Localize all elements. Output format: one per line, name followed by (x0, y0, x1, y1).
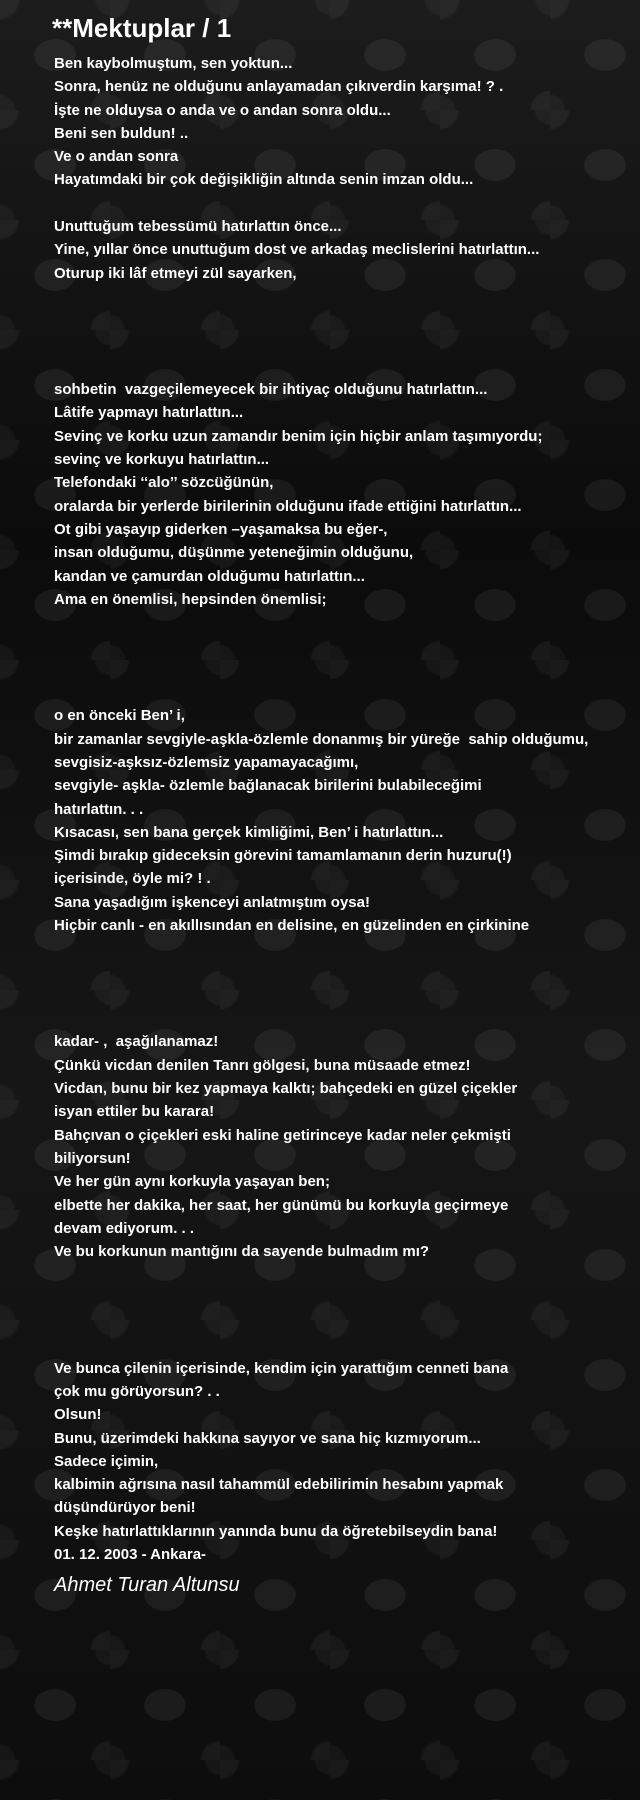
blank-line (54, 984, 620, 1007)
poem-line: sevinç ve korkuyu hatırlattın... (54, 451, 270, 469)
poem-body (54, 52, 620, 1566)
poem-line: Sonra, henüz ne olduğunu anlayamadan çıkıverdin karşıma! ? . (54, 78, 504, 96)
poem-line: Ve bu korkunun mantığını da sayende bulmadım mı? (54, 1243, 430, 1261)
poem-line: biliyorsun! (54, 1149, 131, 1167)
poem-line: oralarda bir yerlerde birilerinin olduğunu ifade ettiğini hatırlattın... (54, 497, 522, 515)
poem-line: çok mu görüyorsun? . . (54, 1382, 220, 1400)
poem-author: Ahmet Turan Altunsu (54, 1574, 240, 1597)
blank-line (54, 1007, 620, 1030)
poem-line: sohbetin vazgeçilemeyecek bir ihtiyaç olduğunu hatırlattın... (54, 381, 488, 399)
poem-line: Çünkü vicdan denilen Tanrı gölgesi, buna müsaade etmez! (54, 1056, 471, 1074)
poem-line: Sana yaşadığım işkenceyi anlatmıştım oysa! (54, 893, 370, 911)
poem-line: Ot gibi yaşayıp giderken –yaşamaksa bu eğer-, (54, 520, 388, 538)
blank-line (54, 1310, 620, 1333)
poem-line: Sevinç ve korku uzun zamandır benim için hiçbir anlam taşımıyordu; (54, 427, 543, 445)
poem-line: Vicdan, bunu bir kez yapmaya kalktı; bahçedeki en güzel çiçekler (54, 1080, 518, 1098)
poem-line: Ve bunca çilenin içerisinde, kendim için yarattığım cenneti bana (54, 1359, 509, 1377)
poem-line: Beni sen buldun! .. (54, 124, 189, 142)
poem-line: Olsun! (54, 1406, 102, 1424)
blank-line (54, 1263, 620, 1286)
poem-title: **Mektuplar / 1 (52, 13, 232, 43)
poem-line: Ben kaybolmuştum, sen yoktun... (54, 55, 293, 72)
poem-line: insan olduğumu, düşünme yeteneğimin olduğunu, (54, 544, 414, 562)
blank-line (54, 308, 620, 331)
poem-line: bir zamanlar sevgiyle-aşkla-özlemle donanmış bir yüreğe sahip olduğumu, (54, 730, 589, 748)
poem-line: Ve o andan sonra (54, 148, 179, 166)
blank-line (54, 192, 620, 215)
poem-line: Oturup iki lâf etmeyi zül sayarken, (54, 264, 297, 282)
poem-line: Keşke hatırlattıklarının yanında bunu da öğretebilseydin bana! (54, 1522, 498, 1540)
poem-line: Ama en önemlisi, hepsinden önemlisi; (54, 590, 327, 608)
poem-line: Hiçbir canlı - en akıllısından en delisine, en güzelinden en çirkinine (54, 916, 530, 934)
poem-line: Lâtife yapmayı hatırlattın... (54, 404, 244, 422)
blank-line (54, 658, 620, 681)
poem-line: Şimdi bırakıp gideceksin görevini tamamlamanın derin huzuru(!) (54, 847, 512, 865)
poem-line: 01. 12. 2003 - Ankara- (54, 1546, 207, 1563)
poem-line: Bunu, üzerimdeki hakkına sayıyor ve sana hiç kızmıyorum... (54, 1429, 481, 1447)
blank-line (54, 332, 620, 355)
poem-line: devam ediyorum. . . (54, 1219, 195, 1237)
poem-line: İşte ne olduysa o anda ve o andan sonra oldu... (54, 101, 391, 119)
poem-line: sevgisiz-aşksız-özlemsiz yapamayacağımı, (54, 753, 359, 771)
poem-line: Kısacası, sen bana gerçek kimliğimi, Ben’ i hatırlattın... (54, 823, 444, 841)
poem-line: kalbimin ağrısına nasıl tahammül edebilirimin hesabını yapmak (54, 1476, 504, 1494)
poem-line: düşündürüyor beni! (54, 1499, 196, 1517)
poem-line: Ve her gün aynı korkuyla yaşayan ben; (54, 1173, 330, 1191)
blank-line (54, 611, 620, 634)
blank-line (54, 634, 620, 657)
poem-line: hatırlattın. . . (54, 800, 144, 818)
poem-line: kandan ve çamurdan olduğumu hatırlattın... (54, 567, 365, 585)
poem-line: o en önceki Ben’ i, (54, 707, 185, 725)
poem-line: Sadece içimin, (54, 1452, 159, 1470)
poem-line: sevgiyle- aşkla- özlemle bağlanacak birilerini bulabileceğimi (54, 777, 482, 795)
poem-line: elbette her dakika, her saat, her günümü bu korkuyla geçirmeye (54, 1196, 509, 1214)
poem-line: Yine, yıllar önce unuttuğum dost ve arkadaş meclislerini hatırlattın... (54, 241, 540, 259)
poem-line: isyan ettiler bu karara! (54, 1103, 215, 1121)
blank-line (54, 1333, 620, 1356)
blank-line (54, 355, 620, 378)
poem-line: Telefondaki ‘‘alo’’ sözcüğünün, (54, 474, 274, 492)
blank-line (54, 937, 620, 960)
blank-line (54, 285, 620, 308)
poem-line: Unuttuğum tebessümü hatırlattın önce... (54, 218, 342, 236)
poem-line: Hayatımdaki bir çok değişikliğin altında senin imzan oldu... (54, 171, 474, 189)
poem-line: içerisinde, öyle mi? ! . (54, 870, 211, 888)
blank-line (54, 961, 620, 984)
poem-line: Bahçıvan o çiçekleri eski haline getirinceye kadar neler çekmişti (54, 1126, 511, 1144)
blank-line (54, 681, 620, 704)
blank-line (54, 1287, 620, 1310)
poem-line: kadar- , aşağılanamaz! (54, 1033, 219, 1051)
